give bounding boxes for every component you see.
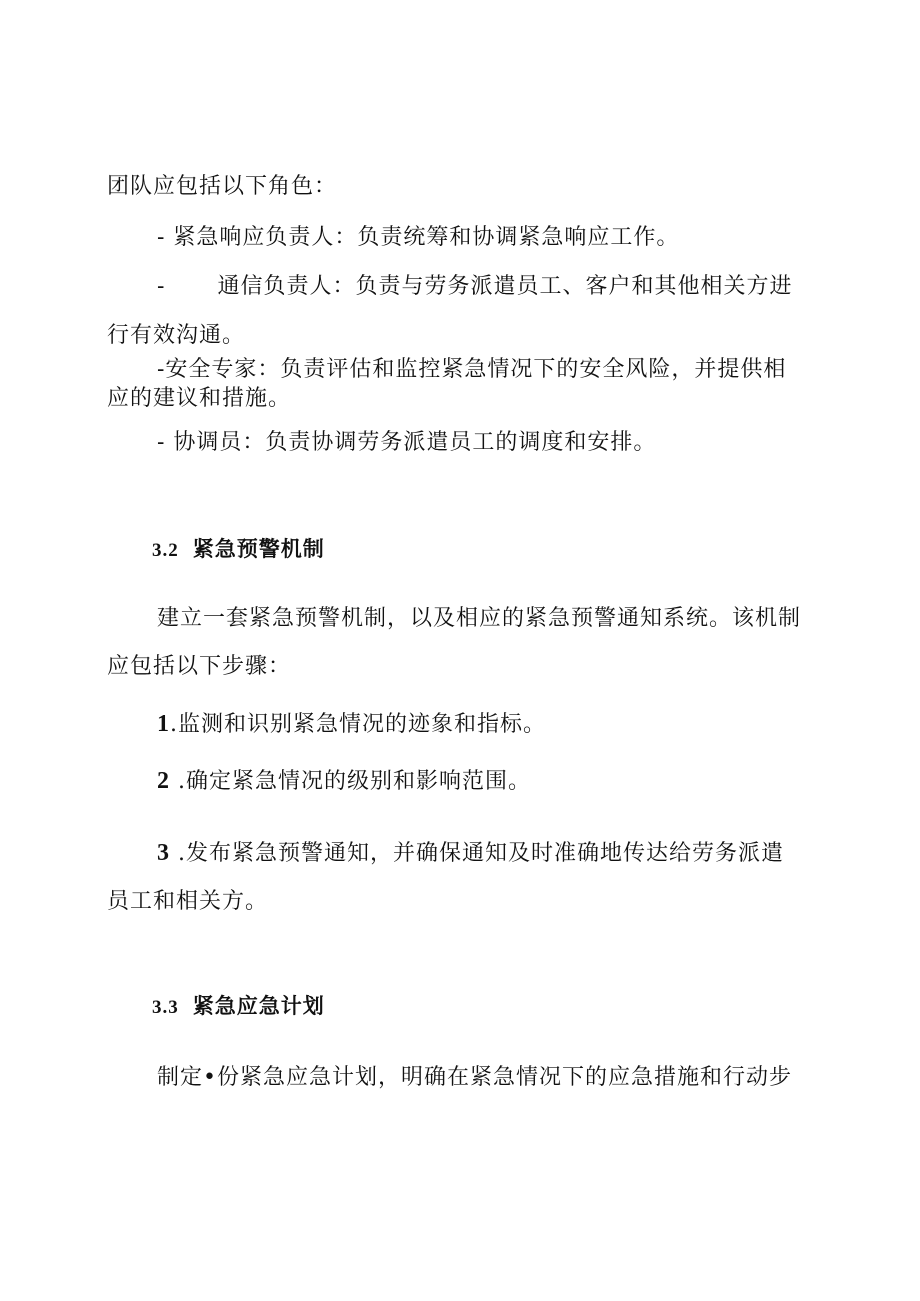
role-communication-text: 通信负责人：负责与劳务派遣员工、客户和其他相关方进 — [217, 274, 793, 299]
section-number: 3.3 — [152, 997, 179, 1018]
section-heading-3-3 — [152, 991, 325, 1023]
step-number: 3 — [157, 840, 170, 866]
step-text-cont: 员工和相关方。 — [107, 889, 269, 914]
roles-intro: 团队应包括以下角色： — [107, 174, 338, 199]
role-dash: - — [157, 274, 166, 299]
role-coordinator: - 协调员：负责协调劳务派遣员工的调度和安排。 — [157, 430, 657, 455]
section32-intro: 建立一套紧急预警机制，以及相应的紧急预警通知系统。该机制 — [157, 606, 802, 631]
section-number: 3.2 — [152, 540, 179, 561]
step-text: .监测和识别紧急情况的迹象和指标。 — [170, 712, 546, 737]
role-emergency-lead: - 紧急响应负责人：负责统筹和协调紧急响应工作。 — [157, 225, 680, 250]
step-number: 2 — [157, 768, 170, 794]
step-item — [157, 838, 784, 869]
role-communication-lead — [157, 272, 792, 302]
role-safety-expert-cont: 应的建议和措施。 — [107, 386, 292, 411]
step-number: 1 — [157, 711, 170, 737]
step-item — [157, 766, 531, 797]
section-heading-3-2 — [152, 534, 325, 566]
step-text: .确定紧急情况的级别和影响范围。 — [170, 769, 531, 794]
section32-intro-cont: 应包括以下步骤： — [107, 654, 292, 679]
section33-intro: 制定•份紧急应急计划，明确在紧急情况下的应急措施和行动步 — [157, 1065, 792, 1090]
section-title: 紧急应急计划 — [192, 994, 325, 1018]
section-title: 紧急预警机制 — [192, 537, 325, 561]
role-communication-cont: 行有效沟通。 — [107, 323, 246, 348]
step-text: .发布紧急预警通知，并确保通知及时准确地传达给劳务派遣 — [170, 841, 784, 866]
role-safety-expert: -安全专家：负责评估和监控紧急情况下的安全风险，并提供相 — [157, 357, 787, 382]
step-item — [157, 709, 546, 740]
